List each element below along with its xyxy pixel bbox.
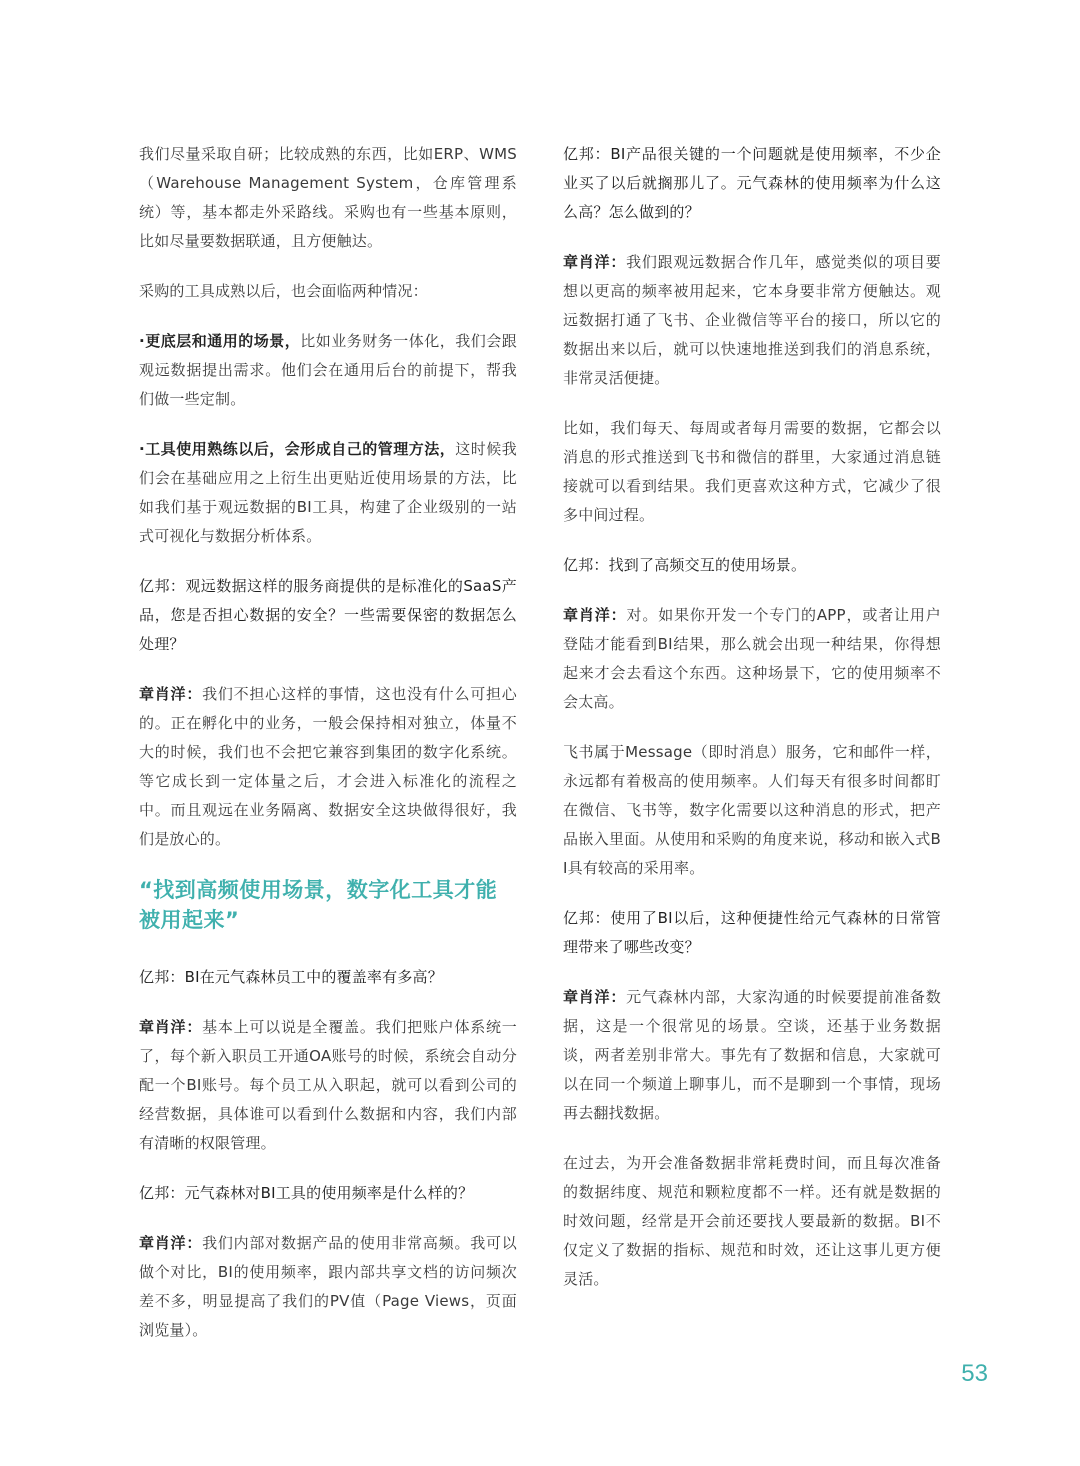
answer-text: 对。如果你开发一个专门的APP，或者让用户登陆才能看到BI结果，那么就会出现一种结果，你得想起来才会去看这个东西。这种场景下，它的使用频率不会太高。 <box>563 606 941 711</box>
speaker-label: 章肖洋： <box>139 685 203 703</box>
paragraph-two-situations: 采购的工具成熟以后，也会面临两种情况： <box>139 282 428 300</box>
paragraph-self-dev: 我们尽量采取自研；比较成熟的东西，比如ERP、WMS（Warehouse Management System，仓库管理系统）等，基本都走外采路线。采购也有一些基本原则，比如尽量要数据联通，且方便触达。 <box>139 145 517 250</box>
paragraph-management-method <box>139 435 517 551</box>
speaker-label: 章肖洋： <box>563 253 627 271</box>
answer-text: 我们跟观远数据合作几年，感觉类似的项目要想以更高的频率被用起来，它本身要非常方便触达。观远数据打通了飞书、企业微信等平台的接口，所以它的数据出来以后，就可以快速地推送到我们的消息系统，非常灵活便捷。 <box>563 253 941 387</box>
answer-frequency <box>139 1229 517 1345</box>
answer-management-change <box>563 983 941 1128</box>
bold-lead: ·更底层和通用的场景， <box>139 332 301 350</box>
paragraph-message-service: 飞书属于Message（即时消息）服务，它和邮件一样，永远都有着极高的使用频率。人们每天有很多时间都盯在微信、飞书等，数字化需要以这种消息的形式，把产品嵌入里面。从使用和采购的角度来说，移动和嵌入式BI具有较高的采用率。 <box>563 743 941 877</box>
question-coverage: 亿邦：BI在元气森林员工中的覆盖率有多高？ <box>139 968 443 986</box>
answer-usage-frequency <box>563 248 941 393</box>
page-number: 53 <box>961 1360 988 1387</box>
question-frequency: 亿邦：元气森林对BI工具的使用频率是什么样的？ <box>139 1184 474 1202</box>
speaker-label: 章肖洋： <box>139 1234 203 1252</box>
speaker-label: 章肖洋： <box>139 1018 203 1036</box>
answer-text: 我们不担心这样的事情，这也没有什么可担心的。正在孵化中的业务，一般会保持相对独立，体量不大的时候，我们也不会把它兼容到集团的数字化系统。等它成长到一定体量之后，才会进入标准化的流程之中。而且观远在业务隔离、数据安全这块做得很好，我们是放心的。 <box>139 685 517 848</box>
question-management-change: 亿邦：使用了BI以后，这种便捷性给元气森林的日常管理带来了哪些改变？ <box>563 909 941 956</box>
answer-text: 我们内部对数据产品的使用非常高频。我可以做个对比，BI的使用频率，跟内部共享文档的访问频次差不多，明显提高了我们的PV值（Page Views，页面浏览量）。 <box>139 1234 517 1339</box>
bold-lead: ·工具使用熟练以后，会形成自己的管理方法， <box>139 440 456 458</box>
section-heading: “找到高频使用场景，数字化工具才能被用起来” <box>139 878 498 932</box>
question-high-frequency: 亿邦：找到了高频交互的使用场景。 <box>563 556 807 574</box>
answer-data-security <box>139 680 517 854</box>
speaker-label: 章肖洋： <box>563 606 627 624</box>
right-column <box>563 140 941 1315</box>
paragraph-meeting-prep: 在过去，为开会准备数据非常耗费时间，而且每次准备的数据纬度、规范和颗粒度都不一样。还有就是数据的时效问题，经常是开会前还要找人要最新的数据。BI不仅定义了数据的指标、规范和时效，还让这事儿更方便灵活。 <box>563 1154 941 1288</box>
answer-coverage <box>139 1013 517 1158</box>
answer-text: 基本上可以说是全覆盖。我们把账户体系统一了，每个新入职员工开通OA账号的时候，系统会自动分配一个BI账号。每个员工从入职起，就可以看到公司的经营数据，具体谁可以看到什么数据和内容，我们内部有清晰的权限管理。 <box>139 1018 517 1152</box>
paragraph-push-example: 比如，我们每天、每周或者每月需要的数据，它都会以消息的形式推送到飞书和微信的群里，大家通过消息链接就可以看到结果。我们更喜欢这种方式，它减少了很多中间过程。 <box>563 419 941 524</box>
question-data-security: 亿邦：观远数据这样的服务商提供的是标准化的SaaS产品，您是否担心数据的安全？一些需要保密的数据怎么处理？ <box>139 577 517 653</box>
speaker-label: 章肖洋： <box>563 988 627 1006</box>
question-usage-frequency: 亿邦：BI产品很关键的一个问题就是使用频率，不少企业买了以后就搁那儿了。元气森林的使用频率为什么这么高？怎么做到的？ <box>563 145 941 221</box>
paragraph-bottom-layer <box>139 327 517 414</box>
answer-text: 元气森林内部，大家沟通的时候要提前准备数据，这是一个很常见的场景。空谈，还基于业务数据谈，两者差别非常大。事先有了数据和信息，大家就可以在同一个频道上聊事儿，而不是聊到一个事情，现场再去翻找数据。 <box>563 988 941 1122</box>
paragraph-text: 这时候我们会在基础应用之上衍生出更贴近使用场景的方法，比如我们基于观远数据的BI工具，构建了企业级别的一站式可视化与数据分析体系。 <box>139 440 517 545</box>
left-column <box>139 140 517 1366</box>
paragraph-text: 比如业务财务一体化，我们会跟观远数据提出需求。他们会在通用后台的前提下，帮我们做一些定制。 <box>139 332 517 408</box>
answer-high-frequency <box>563 601 941 717</box>
